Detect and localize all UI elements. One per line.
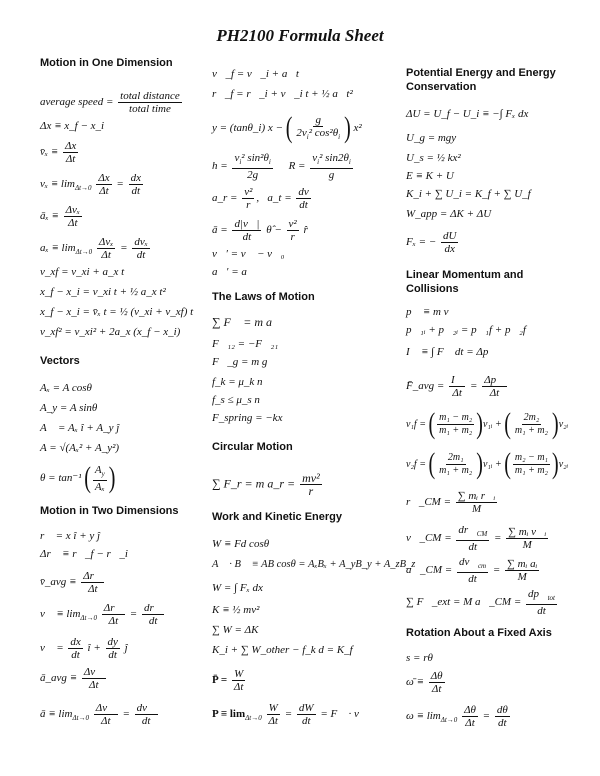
formula-inst-acceleration-vector: ā ≡ $\lim_{\Delta t\to 0}$ $\frac{\Delta v⃗}{\Delta t}$ = $\frac{dv⃗}{dt}$: [40, 702, 156, 727]
formula-spring-pe: U_s = ½ kx²: [406, 152, 461, 164]
formula-angular-velocity: $\omega \equiv \lim_{\Delta t\to 0}$ $\frac{\Delta\theta}{\Delta t}$ = $\frac{d\theta}{dt}$: [406, 704, 508, 729]
formula-inst-acceleration: $a_x \equiv \lim_{\Delta t\to 0}$ Δvₓ Δt = dvₓ dt: [40, 236, 148, 261]
formula-center-of-mass-velocity: v⃗_CM = $\frac{dr⃗_{CM}}{dt}$ = $\frac{\text{∑ mᵢ v⃗ᵢ}}{M}$: [406, 524, 547, 554]
formula-work-constant-force: W ≡ Fd cosθ: [212, 538, 270, 550]
formula-velocity-components: v⃗ = $\frac{dx}{dt}$ î + $\frac{dy}{dt}$ ĵ: [40, 636, 128, 661]
section-laws-of-motion: The Laws of Motion: [212, 291, 315, 303]
formula-vector-a: A⃗ = Aₓ î + A_y ĵ: [40, 422, 120, 434]
formula-kinetic-friction: f_k = μ_k n: [212, 376, 263, 388]
formula-average-power: P̄ = $\frac{W}{\Delta t}$: [212, 668, 244, 693]
formula-potential-energy-change: ΔU = U_f − U_i ≡ −∫ Fₓ dx: [406, 108, 529, 120]
formula-momentum: p⃗ ≡ m v⃗: [406, 306, 458, 318]
formula-ax-component: Aₓ = A cosθ: [40, 382, 92, 394]
section-motion-2d: Motion in Two Dimensions: [40, 505, 179, 517]
formula-final-velocity: v⃗_f = v⃗_i + a⃗t: [212, 68, 299, 80]
formula-ay-component: A_y = A sinθ: [40, 402, 98, 414]
formula-momentum-conservation: p⃗₁ᵢ + p⃗₂ᵢ = p⃗₁f + p⃗₂f: [406, 324, 526, 336]
formula-centripetal-force: ∑ F_r = m a_r = $\frac{\text{mv²}}{r}$: [212, 471, 320, 498]
formula-relative-velocity: v⃗′ = v⃗ − v⃗₀: [212, 248, 285, 260]
formula-avg-acceleration: āₓ ≡ Δvₓ Δt: [40, 204, 81, 229]
formula-position-vector: r⃗ = x î + y ĵ: [40, 530, 101, 542]
formula-center-of-mass-acceleration: a⃗_CM = $\frac{dv⃗_{cm}}{dt}$ = $\frac{\text{∑ mᵢ aᵢ}}{M}$: [406, 556, 538, 586]
formula-avg-acceleration-vector: ā_avg ≡ $\frac{\Delta v⃗}{\Delta t}$: [40, 666, 104, 691]
formula-dot-product: A⃗ · B⃗ ≡ AB cosθ = AₓBₓ + A_yB_y + A_zB_z: [212, 559, 416, 570]
formula-inst-velocity: $v_x \equiv \lim_{\Delta t\to 0}$ $\frac{\Delta x}{\Delta t}$ = $\frac{dx}{dt}$: [40, 172, 141, 197]
formula-kinetic-energy: K ≡ ½ mv²: [212, 604, 260, 616]
section-potential-energy: Potential Energy and Energy Conservation: [406, 67, 556, 93]
formula-radial-tangential-acceleration: a_r = $\frac{\text{v²}}{r}$ , a_t = $\frac{dv}{dt}$: [212, 186, 309, 211]
section-linear-momentum: Linear Momentum and Collisions: [406, 269, 524, 295]
formula-vector-magnitude: A = √(Aₓ² + A_y²): [40, 442, 120, 454]
formula-work-energy-theorem: ∑ W = ΔK: [212, 624, 259, 636]
formula-displacement-vector: Δr⃗ ≡ r⃗_f − r⃗_i: [40, 548, 128, 560]
section-rotation: Rotation About a Fixed Axis: [406, 627, 552, 639]
formula-weight: F⃗_g = m g⃗: [212, 356, 276, 368]
formula-relative-acceleration: a⃗′ = a⃗: [212, 266, 256, 278]
formula-displacement: Δx ≡ x_f − x_i: [40, 120, 105, 132]
section-circular-motion: Circular Motion: [212, 441, 293, 453]
formula-mechanical-energy: E ≡ K + U: [406, 170, 454, 182]
formula-inst-velocity-vector: v⃗ ≡ $\lim_{\Delta t\to 0}$ $\frac{\Delta r⃗}{\Delta t}$ = $\frac{dr⃗}{dt}$: [40, 602, 163, 627]
formula-max-height-range: h = $\frac{v_i^2 \sin^2\theta_i}{2g}$ R = $\frac{v_i^2 \sin 2\theta_i}{g}$: [212, 152, 351, 182]
formula-instantaneous-power: $P \equiv \lim_{\Delta t\to 0}$ $\frac{W}{\Delta t}$ = $\frac{dW}{dt}$ = F⃗ · v⃗: [212, 702, 368, 727]
formula-average-force: F̄_avg = $\frac{I⃗}{\Delta t}$ = $\frac{\Delta p⃗}{\Delta t}$: [406, 374, 505, 399]
formula-arc-length: s = rθ: [406, 652, 433, 664]
formula-kinematic-2: x_f − x_i = v_xi t + ½ a_x t²: [40, 286, 166, 298]
section-motion-1d: Motion in One Dimension: [40, 57, 173, 69]
formula-applied-work: W_app = ΔK + ΔU: [406, 208, 492, 220]
formula-energy-with-friction: K_i + ∑ W_other − f_k d = K_f: [212, 644, 353, 656]
formula-kinematic-1: v_xf = v_xi + a_x t: [40, 266, 125, 278]
formula-spring-force: F_spring = −kx: [212, 412, 283, 424]
formula-kinematic-3: x_f − x_i = v̄ₓ t = ½ (v_xi + v_xf) t: [40, 306, 194, 318]
formula-center-of-mass-position: r⃗_CM = $\frac{\text{∑ mᵢ r⃗ᵢ}}{M}$: [406, 490, 496, 515]
section-work-kinetic-energy: Work and Kinetic Energy: [212, 511, 342, 523]
page-title: PH2100 Formula Sheet: [216, 26, 384, 45]
formula-elastic-collision-v1f: v₁f = ( $\frac{\text{m₁ − m₂}}{\text{m₁ + m₂}}$ )v₁ᵢ + ( $\frac{\text{2m₂}}{\text{m₁ + m₂}}$ )v₂ᵢ: [406, 407, 569, 441]
formula-newton-second-law: ∑ F⃗ = m a⃗: [212, 315, 282, 329]
formula-total-acceleration: ā = $\frac{d|v⃗|}{dt}$ θ̂ − $\frac{\text{v²}}{r}$ r̂: [212, 218, 308, 243]
formula-elastic-collision-v2f: v₂f = ( $\frac{\text{2m₁}}{\text{m₁ + m₂}}$ )v₁ᵢ + ( $\frac{\text{m₂ − m₁}}{\text{m₁ + m₂}}$ )v₂ᵢ: [406, 447, 569, 481]
formula-newton-third-law: F⃗₁₂ = −F⃗₂₁: [212, 338, 279, 350]
formula-force-from-potential: Fₓ = − $\frac{dU}{dx}$: [406, 230, 457, 255]
formula-average-speed: average speed = total distance total time: [40, 90, 180, 115]
formula-vector-angle: θ = tan⁻¹ ( $\frac{A_y}{\text{Aₓ}}$ ): [40, 461, 116, 495]
formula-avg-velocity-vector: v̄_avg ≡ $\frac{\Delta r⃗}{\Delta t}$: [40, 570, 103, 595]
formula-final-position: r⃗_f = r⃗_i + v⃗_i t + ½ a⃗t²: [212, 88, 353, 100]
formula-avg-velocity: v̄ₓ ≡ $\frac{\Delta x}{\Delta t}$: [40, 140, 77, 165]
formula-static-friction: f_s ≤ μ_s n: [212, 394, 260, 406]
formula-trajectory: y = (tanθ_i) x − ( $\frac{g}{2v_i^2 \cos^2\theta_i}$ ) x²: [212, 111, 362, 145]
formula-work-integral: W = ∫ Fₓ dx: [212, 582, 263, 594]
formula-energy-conservation: K_i + ∑ U_i = K_f + ∑ U_f: [406, 188, 531, 200]
formula-gravitational-pe: U_g = mgy: [406, 132, 457, 144]
formula-average-angular-velocity: ω̄ ≡ $\frac{\Delta\theta}{\Delta t}$: [406, 670, 443, 695]
formula-external-force: ∑ F⃗_ext = M a⃗_CM = $dp⃗_{tot}$ dt: [406, 588, 555, 618]
formula-impulse: I⃗ ≡ ∫ F⃗ dt = Δp⃗: [406, 346, 497, 358]
section-vectors: Vectors: [40, 355, 80, 367]
formula-kinematic-4: v_xf² = v_xi² + 2a_x (x_f − x_i): [40, 326, 181, 338]
